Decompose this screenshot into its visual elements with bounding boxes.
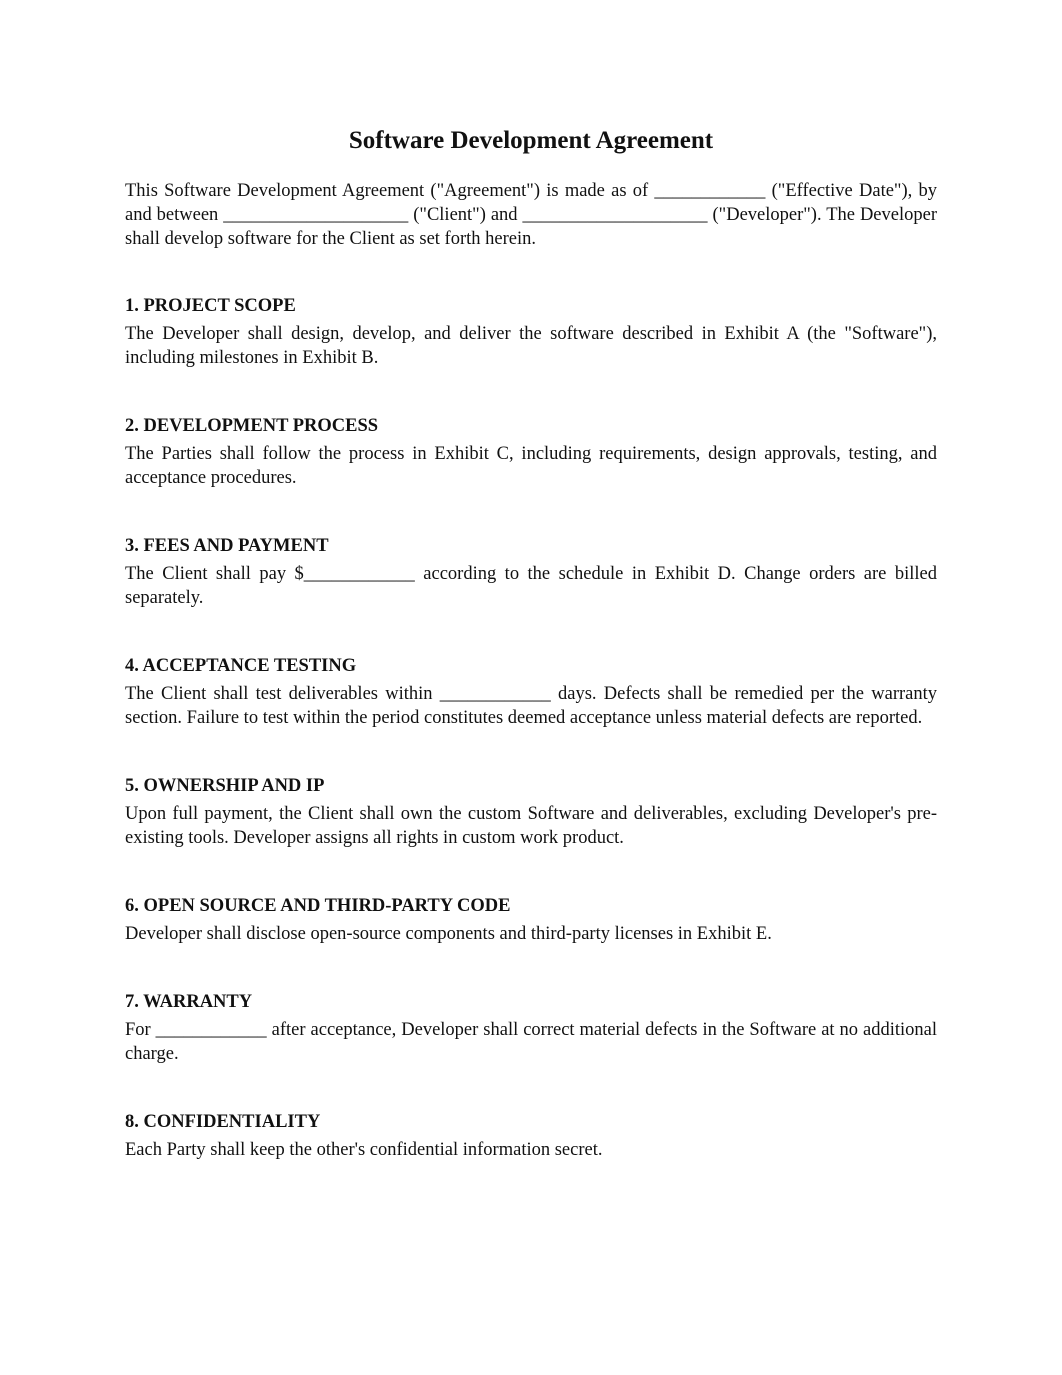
intro-paragraph: This Software Development Agreement ("Agreement") is made as of ____________ ("Effective Date"), by and between ____________________ ("Client") and ____________________ ("Developer"). The Developer shall develop software for the Client as set forth herein. (125, 181, 937, 249)
section-body: Each Party shall keep the other's confidential information secret. (125, 1140, 603, 1160)
section-body: Developer shall disclose open-source components and third-party licenses in Exhibit E. (125, 924, 772, 944)
document-title: Software Development Agreement (348, 127, 714, 154)
section-body: The Client shall test deliverables within ____________ days. Defects shall be remedied per the warranty section. Failure to test within the period constitutes deemed acceptance unless material defects are reported. (125, 684, 937, 728)
section-open-source (125, 894, 937, 946)
section-body: The Parties shall follow the process in Exhibit C, including requirements, design approvals, testing, and acceptance procedures. (125, 444, 937, 488)
section-project-scope (125, 294, 937, 370)
section-warranty (125, 990, 937, 1066)
section-body: The Developer shall design, develop, and deliver the software described in Exhibit A (the "Software"), including milestones in Exhibit B. (125, 324, 937, 368)
section-heading: 7. WARRANTY (125, 992, 253, 1012)
section-body: Upon full payment, the Client shall own the custom Software and deliverables, excluding Developer's pre-existing tools. Developer assigns all rights in custom work product. (125, 804, 937, 848)
section-heading: 1. PROJECT SCOPE (125, 296, 296, 316)
section-heading: 8. CONFIDENTIALITY (125, 1112, 321, 1132)
section-body: For ____________ after acceptance, Developer shall correct material defects in the Software at no additional charge. (125, 1020, 937, 1064)
section-acceptance-testing (125, 654, 937, 730)
section-heading: 4. ACCEPTANCE TESTING (125, 656, 357, 676)
section-heading: 3. FEES AND PAYMENT (125, 536, 329, 556)
section-body: The Client shall pay $____________ according to the schedule in Exhibit D. Change orders are billed separately. (125, 564, 937, 608)
section-fees-and-payment (125, 534, 937, 610)
section-ownership-and-ip (125, 774, 937, 850)
section-heading: 6. OPEN SOURCE AND THIRD-PARTY CODE (125, 896, 511, 916)
section-heading: 5. OWNERSHIP AND IP (125, 776, 325, 796)
section-confidentiality (125, 1110, 937, 1162)
section-development-process (125, 414, 937, 490)
section-heading: 2. DEVELOPMENT PROCESS (125, 416, 379, 436)
document-body (125, 124, 937, 1206)
